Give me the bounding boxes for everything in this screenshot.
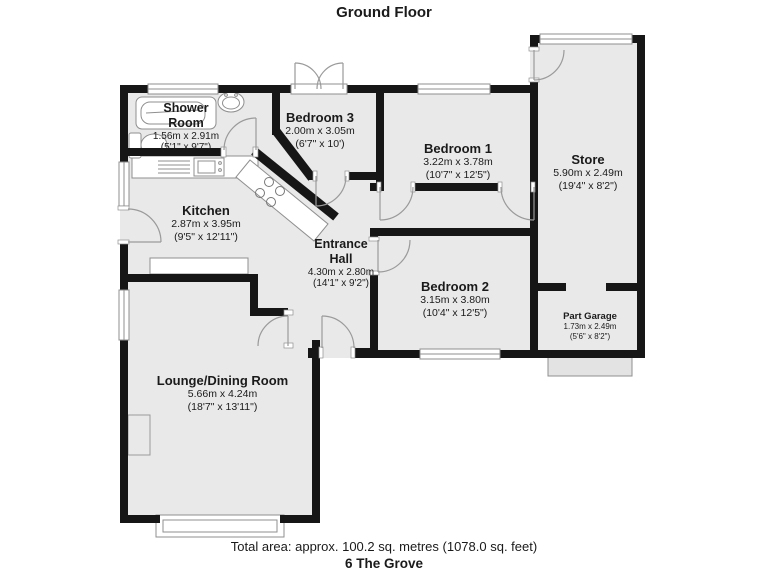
room-label-shower-room: [148, 101, 224, 154]
address-text: 6 The Grove: [344, 556, 424, 571]
room-dims-metric: 1.56m x 2.91m: [152, 130, 220, 142]
room-label-bedroom-3: [257, 110, 383, 150]
room-dims-imperial: (19'4" x 8'2"): [558, 179, 618, 192]
window: [148, 84, 218, 94]
room-name: Store: [571, 152, 605, 167]
room-dims-imperial: (9'5" x 12'11"): [174, 230, 238, 243]
room-dims-metric: 5.66m x 4.24m: [187, 388, 258, 401]
room-dims-imperial: (14'1" x 9'2"): [313, 278, 369, 290]
room-name: Lounge/Dining Room: [156, 373, 289, 388]
room-name: Part Garage: [563, 311, 617, 322]
window: [119, 290, 129, 340]
room-dims-imperial: (5'1" x 9'7"): [160, 142, 212, 154]
bay-window: [156, 515, 284, 537]
room-dims-imperial: (10'4" x 12'5"): [422, 306, 488, 319]
room-name: Bedroom 1: [424, 141, 492, 156]
room-dims-metric: 1.73m x 2.49m: [563, 322, 617, 332]
french-door-opening: [291, 84, 347, 94]
window: [540, 34, 632, 44]
room-dims-imperial: (10'7" x 12'5"): [425, 168, 491, 181]
window: [418, 84, 490, 94]
room-label-lounge-dining-room: [155, 373, 290, 413]
room-dims-metric: 3.22m x 3.78m: [423, 156, 493, 169]
room-dims-imperial: (5'6" x 8'2"): [569, 331, 611, 341]
room-dims-metric: 2.00m x 3.05m: [285, 125, 355, 138]
room-label-store: [529, 152, 647, 192]
room-dims-metric: 2.87m x 3.95m: [171, 218, 241, 231]
room-name: Entrance Hall: [314, 237, 368, 266]
room-dims-metric: 3.15m x 3.80m: [420, 294, 490, 307]
room-dims-imperial: (18'7" x 13'11"): [187, 400, 258, 413]
room-name: Bedroom 3: [286, 110, 354, 125]
room-dims-imperial: (6'7" x 10'): [295, 137, 345, 150]
room-label-kitchen: [142, 203, 270, 243]
room-name: Bedroom 2: [421, 279, 489, 294]
room-name: Shower Room: [163, 101, 209, 130]
room-label-entrance-hall: [305, 237, 377, 290]
room-name: Kitchen: [182, 203, 230, 218]
page-title: Ground Floor: [336, 4, 432, 21]
window: [119, 162, 129, 206]
room-label-bedroom-1: [394, 141, 522, 181]
room-label-bedroom-2: [391, 279, 519, 319]
room-dims-metric: 4.30m x 2.80m: [307, 266, 375, 278]
total-area-text: Total area: approx. 100.2 sq. metres (1078.0 sq. feet): [230, 539, 538, 554]
room-label-part-garage: [561, 312, 619, 341]
window: [420, 349, 500, 359]
room-dims-metric: 5.90m x 2.49m: [553, 167, 623, 180]
